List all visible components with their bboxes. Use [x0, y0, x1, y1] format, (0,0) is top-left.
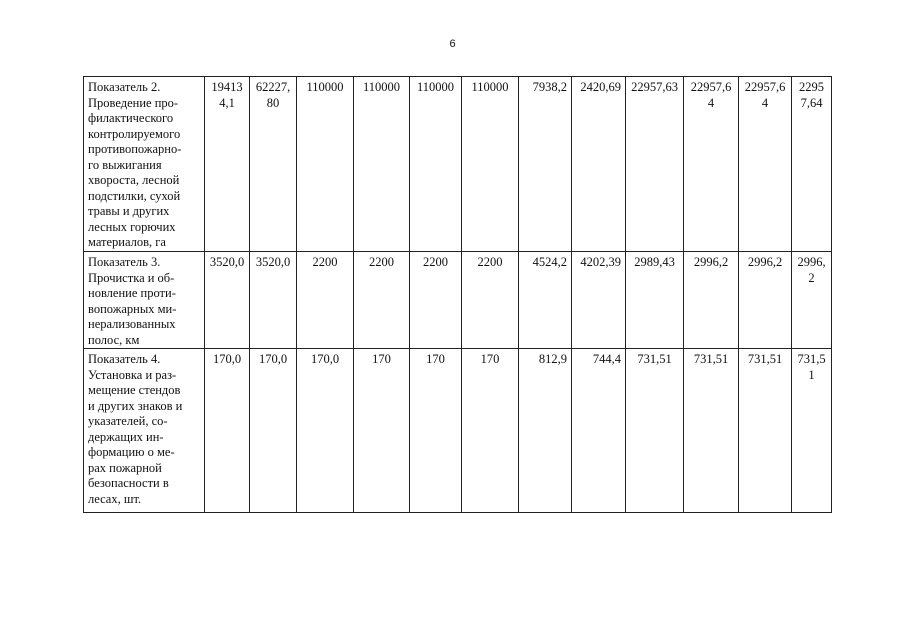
- indicator-label-line: го выжигания: [88, 157, 162, 172]
- table-row: [84, 77, 832, 252]
- value-cell: 62227,80: [250, 77, 297, 252]
- indicator-label-line: новление проти-: [88, 286, 176, 300]
- indicator-label-line: Установка и раз-: [88, 367, 177, 382]
- value-cell: 731,51: [684, 349, 739, 513]
- value-cell: 4202,39: [572, 252, 626, 349]
- value-cell: 22957,64: [792, 77, 832, 252]
- indicator-label-line: лесах, шт.: [88, 491, 142, 506]
- value-cell: 7938,2: [519, 77, 572, 252]
- indicator-label-line: формацию о ме-: [88, 445, 175, 459]
- value-cell: 2200: [354, 252, 410, 349]
- value-cell: 170,0: [205, 349, 250, 513]
- indicator-label-line: полос, км: [88, 332, 140, 347]
- value-cell: 731,51: [739, 349, 792, 513]
- indicator-label-line: Показатель 3.: [88, 255, 161, 269]
- value-cell: 2996,2: [739, 252, 792, 349]
- indicator-label-line: держащих ин-: [88, 429, 164, 444]
- value-cell: 22957,63: [626, 77, 684, 252]
- indicator-label-line: указателей, со-: [88, 414, 168, 428]
- indicator-label-line: материалов, га: [88, 235, 166, 249]
- value-cell: 110000: [410, 77, 462, 252]
- indicator-label-line: контролируемого: [88, 126, 181, 141]
- value-cell: 3520,0: [250, 252, 297, 349]
- indicator-label-line: и других знаков и: [88, 398, 183, 413]
- value-cell: 731,51: [626, 349, 684, 513]
- indicator-label-line: филактического: [88, 111, 174, 125]
- value-cell: 812,9: [519, 349, 572, 513]
- value-cell: 110000: [354, 77, 410, 252]
- value-cell: 170: [410, 349, 462, 513]
- value-cell: 744,4: [572, 349, 626, 513]
- value-cell: 22957,64: [684, 77, 739, 252]
- indicator-label-line: Прочистка и об-: [88, 270, 175, 285]
- indicator-label-line: противопожарно-: [88, 142, 182, 156]
- value-cell: 731,51: [792, 349, 832, 513]
- page-number: 6: [449, 38, 456, 50]
- table-row: [84, 252, 832, 349]
- indicator-label-line: Показатель 4.: [88, 352, 161, 366]
- value-cell: 170,0: [250, 349, 297, 513]
- value-cell: 4524,2: [519, 252, 572, 349]
- indicator-label-line: травы и других: [88, 204, 170, 218]
- value-cell: 170: [462, 349, 519, 513]
- value-cell: 110000: [297, 77, 354, 252]
- value-cell: 2200: [462, 252, 519, 349]
- value-cell: 170,0: [297, 349, 354, 513]
- indicator-label: [84, 77, 205, 252]
- value-cell: 2989,43: [626, 252, 684, 349]
- indicators-table: [83, 76, 832, 513]
- indicator-label: [84, 252, 205, 349]
- value-cell: 22957,64: [739, 77, 792, 252]
- table-row: [84, 349, 832, 513]
- indicator-label-line: Проведение про-: [88, 95, 179, 110]
- indicator-label-line: Показатель 2.: [88, 80, 161, 94]
- value-cell: 2996,2: [792, 252, 832, 349]
- value-cell: 2420,69: [572, 77, 626, 252]
- indicator-label-line: нерализованных: [88, 317, 176, 331]
- value-cell: 2200: [297, 252, 354, 349]
- value-cell: 2200: [410, 252, 462, 349]
- indicator-label-line: вопожарных ми-: [88, 301, 177, 316]
- indicator-label-line: хвороста, лесной: [88, 173, 180, 187]
- indicator-label-line: подстилки, сухой: [88, 188, 181, 203]
- indicator-label-line: мещение стендов: [88, 383, 181, 397]
- value-cell: 2996,2: [684, 252, 739, 349]
- indicator-label-line: безопасности в: [88, 476, 169, 490]
- value-cell: 110000: [462, 77, 519, 252]
- value-cell: 3520,0: [205, 252, 250, 349]
- indicator-label-line: рах пожарной: [88, 460, 162, 475]
- value-cell: 170: [354, 349, 410, 513]
- indicator-label: [84, 349, 205, 513]
- indicator-label-line: лесных горючих: [88, 219, 176, 234]
- value-cell: 194134,1: [205, 77, 250, 252]
